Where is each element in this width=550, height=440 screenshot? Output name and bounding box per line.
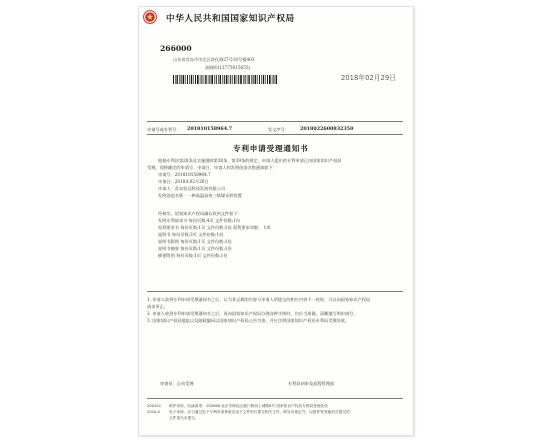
received-file-row: 摘要附图 每份页数:1页 文件份数:1份 [158,253,228,258]
note-line: 请求更正。 [147,304,168,309]
notice-serial-label: 发文序号： [268,127,289,132]
received-file-row: 说明书摘要 每份页数:1页 文件份数:1份 [158,246,232,251]
national-emblem-icon [143,10,157,24]
invention-title-line: 发明创造名称：一种高温高效三喷煤采样装置 [158,193,242,198]
received-file-row: 说明书附图 每份页数:1页 文件份数:1份 [158,239,232,244]
received-file-row: 权利要求书 每份页数:1页 文件份数:1份 权利要求项数： 1项 [158,225,271,230]
application-date-line: 申请日：2018年02月26日 [158,179,209,184]
note-line: 2. 申请人收到专利申请受理通知书之后，再向国家知识产权局办理各种手续时，均应当准确、清晰地写明申请号。 [147,311,358,316]
note-line: 3. 国家知识产权局地址以及邮政编码以国家知识产权局公告为准，并应注明国家知识产权局专利局受理处收。 [147,318,350,323]
note-line: 1. 申请人收到专利申请受理通知书之后，认为其记载的内容与申请人所提交的相应内容不一致时，可以向国家知识产权局 [147,297,371,302]
received-file-row: 说明书 每份页数:3页 文件份数:1份 [158,232,224,237]
recipient-name: 高晓明(13775015655) [205,65,251,70]
document-title: 专利申请受理通知书 [233,144,309,153]
form-version: 2010.4 [147,410,160,414]
applicant-line: 申请人：青岛恒远科技发展有限公司 [158,186,226,191]
examiner-label: 审查员：自动受理 [160,381,194,386]
footer-paper-notice: 纸件申请，回函请寄：100088 北京市海淀区蓟门桥西土城路6号 国家知识产权局专利局受理处收 [169,404,328,408]
divider-notes [147,291,403,292]
form-code: 200101 [147,404,162,408]
issue-date-stamp: 2018年02月29日 [341,74,396,82]
divider-top [147,121,403,122]
footer-electronic-notice: 电子申请，应当通过电子专利申请系统以电子文件形式提交相关文件。除另有规定外，以纸件等其他形式提交的 [169,410,350,414]
notice-serial-value: 2018022600832350 [300,126,354,132]
application-number-label: 申请号或专利号： [147,127,181,132]
department-label: 专利局初审及流程管理部 [288,381,335,386]
application-number-line: 申请号：201810158964.7 [158,172,211,177]
divider-numbers [147,134,403,135]
received-file-row: 发明专利请求书 每份页数:4页 文件份数:1份 [158,218,241,223]
body-line: 受理。现将确定的申请号、申请日、申请人和发明创造名称通知如下： [147,165,277,170]
recipient-address: 山东省青岛市市北区敦化路27号10号楼403 [173,57,255,62]
application-number-value: 201810158964.7 [187,126,233,132]
divider-footer [147,398,403,399]
barcode [173,75,277,84]
body-line: 根据专利法第28条及实施细则第38条、第39条的规定，申请人提出的专利申请已由国家知识产权局 [158,158,342,163]
received-files-intro: 经核实，国家知识产权局确认收到文件如下： [158,211,242,216]
postcode: 266000 [160,44,192,53]
office-name-heading: 中华人民共和国国家知识产权局 [166,14,295,24]
footer-electronic-notice-cont: 文件视为未提交。 [169,416,199,420]
